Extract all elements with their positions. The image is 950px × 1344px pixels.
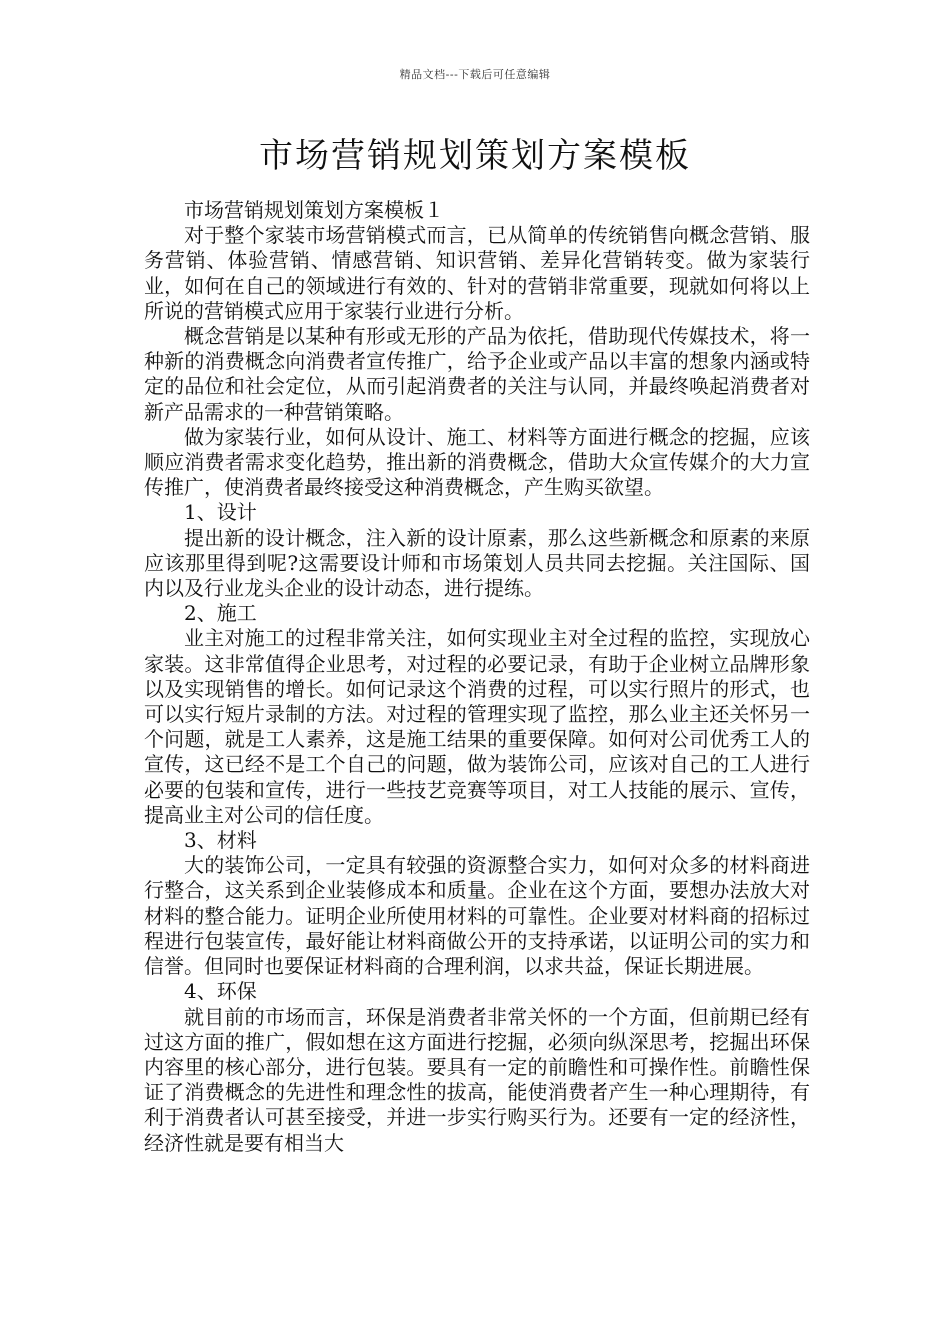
- document-body: [144, 198, 810, 1156]
- section-heading-environment: 4、环保: [184, 979, 257, 1004]
- body-paragraph: 对于整个家装市场营销模式而言，已从简单的传统销售向概念营销、服务营销、体验营销、情感营销、知识营销、差异化营销转变。做为家装行业，如何在自己的领域进行有效的、针对的营销非常重要，现就如何将以上所说的营销模式应用于家装行业进行分析。: [144, 223, 810, 323]
- section-heading-design: 1、设计: [184, 500, 257, 525]
- header-note: 精品文档---下载后可任意编辑: [399, 68, 551, 81]
- body-paragraph: 概念营销是以某种有形或无形的产品为依托，借助现代传媒技术，将一种新的消费概念向消费者宣传推广，给予企业或产品以丰富的想象内涵或特定的品位和社会定位，从而引起消费者的关注与认同，并最终唤起消费者对新产品需求的一种营销策略。: [144, 324, 810, 424]
- body-paragraph: 大的装饰公司，一定具有较强的资源整合实力，如何对众多的材料商进行整合，这关系到企业装修成本和质量。企业在这个方面，要想办法放大对材料的整合能力。证明企业所使用材料的可靠性。企业要对材料商的招标过程进行包装宣传，最好能让材料商做公开的支持承诺，以证明公司的实力和信誉。但同时也要保证材料商的合理利润，以求共益，保证长期进展。: [144, 853, 810, 979]
- body-paragraph: 业主对施工的过程非常关注，如何实现业主对全过程的监控，实现放心家装。这非常值得企业思考，对过程的必要记录，有助于企业树立品牌形象以及实现销售的增长。如何记录这个消费的过程，可以实行照片的形式，也可以实行短片录制的方法。对过程的管理实现了监控，那么业主还关怀另一个问题，就是工人素养，这是施工结果的重要保障。如何对公司优秀工人的宣传，这已经不是工个自己的问题，做为装饰公司，应该对自己的工人进行必要的包装和宣传，进行一些技艺竞赛等项目，对工人技能的展示、宣传，提高业主对公司的信任度。: [144, 626, 810, 827]
- subtitle-paragraph: 市场营销规划策划方案模板１: [184, 198, 444, 222]
- body-paragraph: 提出新的设计概念，注入新的设计原素，那么这些新概念和原素的来原应该那里得到呢?这需要设计师和市场策划人员共同去挖掘。关注国际、国内以及行业龙头企业的设计动态，进行提练。: [144, 525, 810, 601]
- document-title: 市场营销规划策划方案模板: [259, 136, 691, 176]
- body-paragraph: 就目前的市场而言，环保是消费者非常关怀的一个方面，但前期已经有过这方面的推广，假如想在这方面进行挖掘，必须向纵深思考，挖掘出环保内容里的核心部分，进行包装。要具有一定的前瞻性和可操作性。前瞻性保证了消费概念的先进性和理念性的拔高，能使消费者产生一种心理期待，有利于消费者认可甚至接受，并进一步实行购买行为。还要有一定的经济性，经济性就是要有相当大: [144, 1004, 810, 1155]
- section-heading-construction: 2、施工: [184, 601, 257, 626]
- body-paragraph: 做为家装行业，如何从设计、施工、材料等方面进行概念的挖掘，应该顺应消费者需求变化趋势，推出新的消费概念，借助大众宣传媒介的大力宣传推广，使消费者最终接受这种消费概念，产生购买欲望。: [144, 424, 810, 500]
- section-heading-materials: 3、材料: [184, 828, 257, 853]
